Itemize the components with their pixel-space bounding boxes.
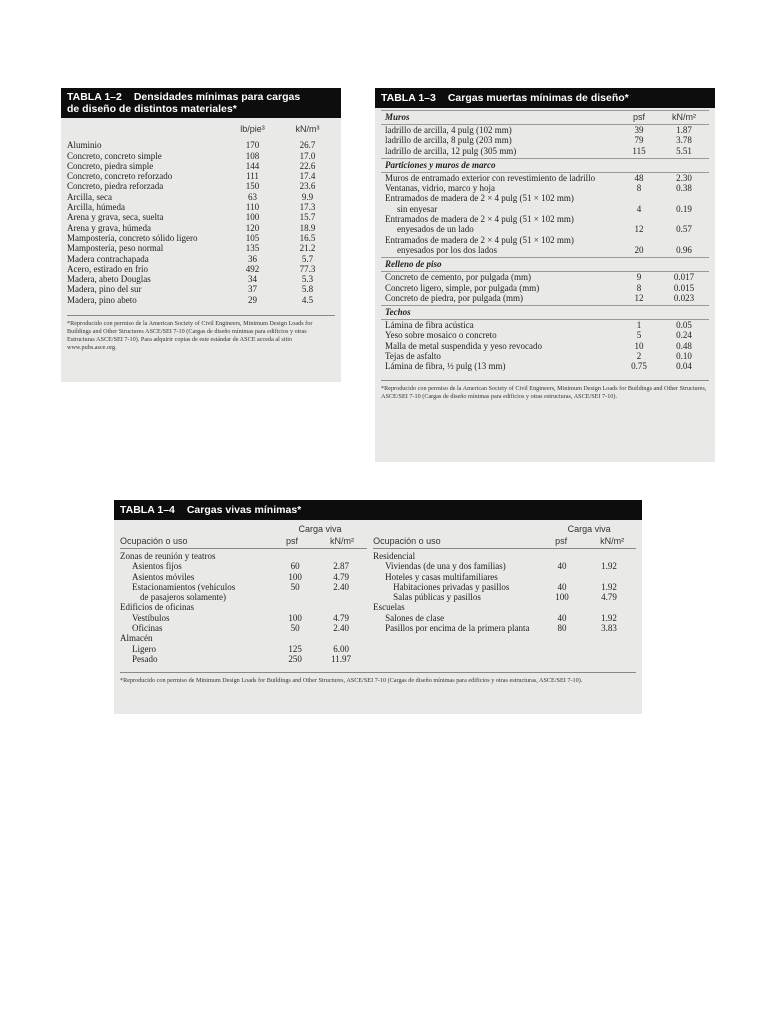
occupancy-name: Hoteles y casas multifamiliares [385,571,498,582]
table-row [373,582,636,592]
table-title: Cargas vivas mínimas* [186,504,302,516]
value-kn-m2: 0.96 [676,244,692,255]
table-row [120,654,367,664]
value-psf: 39 [634,125,644,135]
col-occupancy: Ocupación o uso [373,536,441,546]
material-name: Mampostería, peso normal [67,243,164,254]
value-kn-m2: 0.57 [676,224,692,235]
material-name: Madera contrachapada [67,253,149,264]
value-kn-m3: 17.4 [299,171,316,182]
col-kn-m2: kN/m² [330,536,354,546]
value-kn-m2: 0.04 [676,361,692,372]
value-kn-m3: 26.7 [299,140,316,151]
occupancy-name: Ligero [132,643,156,654]
value-kn-m2 [659,214,709,224]
table-row [67,202,335,212]
table-row [67,243,335,253]
column-headers [61,118,341,140]
table-row [120,561,367,571]
group-live-load: Carga viva [567,524,611,534]
value-lb-pie3: 29 [248,294,257,305]
value-psf: 40 [557,581,567,592]
item-name: Concreto ligero, simple, por pulgada (mm) [385,282,540,293]
table-row [381,125,709,135]
item-name: enyesados de un lado [397,224,474,235]
table-row [381,283,709,293]
section-title: Techos [381,305,709,320]
table-1-2-header [61,88,341,118]
table-row [67,254,335,264]
table-1-4-left [120,524,367,664]
table-row [381,320,709,330]
occupancy-name: Asientos fijos [132,561,182,572]
occupancy-name: Pasillos por encima de la primera planta [385,623,530,634]
table-row [373,592,636,602]
table-row [67,295,335,305]
value-lb-pie3: 144 [245,160,260,171]
col-kn-m3: kN/m³ [295,124,320,134]
table-1-2-footnote: *Reproducido con permiso de la American Society of Civil Engineers, Minimum Design Loads for Buildings and Other Structures ASCE/SEI 7-10 (Cargas de diseño mínimas para edificios y otras Estructuras ASCE/SEI 7-10). Para adquirir copias de este estándar de ASCE acceda al sitio www.pubs.asce.org. [67,315,335,352]
value-kn-m2 [659,193,709,203]
value-kn-m2: 1.92 [601,561,617,572]
value-psf: 12 [634,292,644,303]
material-name: Aluminio [67,140,102,151]
section-title: Relleno de piso [381,257,709,272]
table-row [120,572,367,582]
material-name: Arcilla, húmeda [67,202,125,213]
value-kn-m3: 77.3 [299,263,316,274]
value-lb-pie3: 135 [245,243,260,254]
value-psf: 8 [636,183,642,194]
value-kn-m2: 0.10 [676,351,692,362]
item-name: Entramados de madera de 2 × 4 pulg (51 × 102 mm) [385,214,574,225]
occupancy-name: Zonas de reunión y teatros [120,551,216,561]
table-row [381,204,709,214]
table-row [67,192,335,202]
item-name: Muros de entramado exterior con revestimiento de ladrillo [385,172,596,183]
occupancy-name: Habitaciones privadas y pasillos [393,581,510,592]
table-1-2 [61,88,341,382]
material-name: Madera, pino del sur [67,284,142,295]
item-name: sin enyesar [397,203,438,214]
section-title: Particiones y muros de marco [381,158,709,173]
right-rows [373,548,636,633]
value-psf [275,633,315,643]
table-title: Densidades mínimas para cargas [133,91,301,103]
value-kn-m2: 3.83 [601,623,617,634]
table-row [381,272,709,282]
value-kn-m3: 22.6 [299,160,316,171]
table-row [67,233,335,243]
value-kn-m2 [582,551,636,561]
table-row [373,602,636,612]
value-kn-m2: 0.017 [673,272,695,283]
value-kn-m2: 0.023 [673,292,695,303]
value-kn-m3: 21.2 [299,243,316,254]
item-name: Ventanas, vidrio, marco y hoja [385,183,495,194]
value-kn-m2: 1.92 [601,581,617,592]
table-row [67,181,335,191]
item-name: Lámina de fibra, ½ pulg (13 mm) [385,361,506,372]
value-psf: 5 [636,330,642,341]
item-name: Concreto de cemento, por pulgada (mm) [385,272,531,283]
occupancy-name: de pasajeros solamente) [140,592,226,603]
material-name: Madera, pino abeto [67,294,137,305]
occupancy-name: Vestíbulos [132,612,170,623]
table-1-2-body [61,140,341,305]
item-name: enyesados por los dos lados [397,244,497,255]
table-row [67,171,335,181]
value-kn-m2 [315,551,367,561]
table-1-4-footnote: *Reproducido con permiso de Minimum Design Loads for Buildings and Other Structures, ASCE/SEI 7-10 (Cargas de diseño mínimas para edificios y otras estructuras, ASCE/SEI 7-10). [120,672,636,685]
table-row [381,135,709,145]
value-kn-m2: 0.48 [676,340,692,351]
table-row [381,293,709,303]
value-lb-pie3: 170 [245,140,260,151]
table-row [381,214,709,224]
item-name: ladrillo de arcilla, 8 pulg (203 mm) [385,135,512,146]
table-row [381,351,709,361]
table-1-3-body [375,110,715,372]
value-psf: 40 [557,561,567,572]
value-kn-m3: 23.6 [299,181,316,192]
value-lb-pie3: 100 [245,212,260,223]
item-name: ladrillo de arcilla, 12 pulg (305 mm) [385,145,517,156]
table-row [381,193,709,203]
value-kn-m3: 5.3 [301,274,314,285]
occupancy-name: Escuelas [373,602,405,613]
value-psf [619,193,659,203]
value-psf: 79 [634,135,644,146]
col-kn-m2: kN/m² [600,536,625,546]
value-kn-m2: 4.79 [333,571,349,582]
occupancy-name: Asientos móviles [132,571,195,582]
table-number: TABLA 1–4 [120,504,175,516]
table-row [381,341,709,351]
value-psf [275,592,315,602]
occupancy-name: Estacionamientos (vehículos [132,581,236,592]
value-kn-m2: 0.38 [676,183,692,194]
material-name: Mampostería, concreto sólido ligero [67,232,198,243]
value-kn-m2 [659,235,709,245]
value-psf: 10 [634,340,644,351]
item-name: Entramados de madera de 2 × 4 pulg (51 × 102 mm) [385,234,574,245]
material-name: Arcilla, seca [67,191,112,202]
value-psf: 115 [632,145,646,156]
value-psf: 48 [634,172,644,183]
value-kn-m3: 5.7 [301,253,314,264]
col-psf: psf [555,536,568,546]
value-lb-pie3: 105 [245,232,260,243]
value-kn-m2 [315,592,367,602]
table-row [67,274,335,284]
material-name: Arena y grava, seca, suelta [67,212,164,223]
value-kn-m2: 2.87 [333,561,349,572]
occupancy-name: Pesado [132,653,158,664]
left-col-headers [120,524,367,548]
value-psf: 9 [636,272,642,283]
value-kn-m2: 4.79 [333,612,349,623]
value-kn-m3: 5.8 [301,284,314,295]
table-row [373,561,636,571]
value-kn-m2: 0.015 [673,282,695,293]
group-live-load: Carga viva [298,524,342,534]
section-header [381,110,709,125]
value-psf [542,572,582,582]
item-name: Malla de metal suspendida y yeso revocado [385,340,542,351]
table-row [120,644,367,654]
value-lb-pie3: 150 [245,181,260,192]
table-row [120,551,367,561]
table-1-4-header [114,500,642,520]
col-lb-pie3: lb/pie³ [240,124,265,134]
value-lb-pie3: 37 [248,284,257,295]
table-row [381,330,709,340]
material-name: Acero, estirado en frío [67,263,148,274]
table-row [120,613,367,623]
table-1-4-right [373,524,636,664]
value-lb-pie3: 34 [248,274,257,285]
item-name: Entramados de madera de 2 × 4 pulg (51 × 102 mm) [385,193,574,204]
col-psf: psf [285,536,298,546]
value-psf [542,551,582,561]
value-kn-m2: 6.00 [333,643,349,654]
table-row [120,592,367,602]
table-row [373,613,636,623]
occupancy-name: Viviendas (de una y dos familias) [385,561,506,572]
material-name: Madera, abeto Douglas [67,274,151,285]
value-psf [619,214,659,224]
table-row [373,572,636,582]
material-name: Arena y grava, húmeda [67,222,151,233]
value-kn-m2: 1.92 [601,612,617,623]
material-name: Concreto, piedra reforzada [67,181,164,192]
value-kn-m3: 18.9 [299,222,316,233]
value-psf: 80 [557,623,567,634]
value-kn-m2: 0.05 [676,320,692,331]
value-kn-m2 [582,602,636,612]
table-1-3-header [375,88,715,108]
value-psf: 8 [636,282,642,293]
value-lb-pie3: 36 [248,253,257,264]
value-psf: 60 [290,561,300,572]
value-kn-m3: 4.5 [301,294,314,305]
table-row [67,151,335,161]
table-number: TABLA 1–2 [67,91,122,103]
table-1-4-columns [114,520,642,664]
value-lb-pie3: 108 [245,150,260,161]
table-row [120,602,367,612]
table-row [67,140,335,150]
value-kn-m2 [582,572,636,582]
col-psf: psf [632,112,645,122]
material-name: Concreto, piedra simple [67,160,154,171]
occupancy-name: Almacén [120,633,153,644]
table-row [120,623,367,633]
table-row [67,264,335,274]
occupancy-name: Oficinas [132,623,163,634]
value-kn-m3: 17.3 [299,202,316,213]
table-row [381,224,709,234]
occupancy-name: Salas públicas y pasillos [393,592,481,603]
table-row [120,633,367,643]
value-psf [275,602,315,612]
table-1-4 [114,500,642,714]
table-row [381,235,709,245]
value-psf: 100 [288,612,302,623]
occupancy-name: Edificios de oficinas [120,602,194,613]
table-row [67,284,335,294]
value-psf [275,551,315,561]
table-title-line2: de diseño de distintos materiales* [67,103,237,115]
table-row [373,551,636,561]
value-kn-m3: 17.0 [299,150,316,161]
col-occupancy: Ocupación o uso [120,536,188,546]
value-psf: 0.75 [631,361,647,372]
table-row [381,183,709,193]
value-lb-pie3: 110 [245,202,260,213]
table-row [381,146,709,156]
value-psf: 100 [555,592,569,603]
section-title: Muros [385,112,410,122]
table-1-3 [375,88,715,462]
table-row [67,212,335,222]
value-psf: 4 [636,203,642,214]
material-name: Concreto, concreto simple [67,150,162,161]
value-psf [542,602,582,612]
value-kn-m2: 2.40 [333,623,349,634]
value-kn-m2: 5.51 [676,145,692,156]
value-psf: 12 [634,224,644,235]
right-col-headers [373,524,636,548]
table-1-3-footnote: *Reproducido con permiso de la American Society of Civil Engineers, Minimum Design Loads for Buildings and Other Structures, ASCE/SEI 7-10 (Cargas de diseño mínimas para edificios y otras estructuras, ASCE/SEI 7-10). [381,380,709,401]
value-psf: 250 [288,653,302,664]
col-kn-m2: kN/m² [672,112,696,122]
value-kn-m2 [315,602,367,612]
value-psf: 40 [557,612,567,623]
occupancy-name: Residencial [373,551,416,561]
value-kn-m3: 9.9 [301,191,314,202]
value-lb-pie3: 63 [248,191,257,202]
value-kn-m3: 16.5 [299,232,316,243]
table-row [381,173,709,183]
item-name: Concreto de piedra, por pulgada (mm) [385,292,523,303]
value-kn-m2: 2.40 [333,581,349,592]
left-rows [120,548,367,664]
value-psf: 2 [636,351,642,362]
value-psf: 20 [634,244,644,255]
value-kn-m2: 3.78 [676,135,692,146]
value-lb-pie3: 111 [246,171,259,182]
item-name: Yeso sobre mosaico o concreto [385,330,497,341]
value-lb-pie3: 492 [245,263,260,274]
value-kn-m2: 0.24 [676,330,692,341]
material-name: Concreto, concreto reforzado [67,171,173,182]
value-psf: 1 [636,320,642,331]
occupancy-name: Salones de clase [385,612,445,623]
table-row [381,245,709,255]
value-kn-m2: 1.87 [676,125,692,135]
value-psf [619,235,659,245]
value-kn-m3: 15.7 [299,212,316,223]
value-kn-m2: 4.79 [601,592,617,603]
table-row [373,623,636,633]
value-kn-m2: 2.30 [676,172,692,183]
table-row [67,223,335,233]
value-lb-pie3: 120 [245,222,260,233]
table-row [381,361,709,371]
item-name: Tejas de asfalto [385,351,441,362]
table-row [67,161,335,171]
table-number: TABLA 1–3 [381,92,436,104]
value-kn-m2: 11.97 [331,653,352,664]
item-name: ladrillo de arcilla, 4 pulg (102 mm) [385,125,512,135]
value-psf: 50 [290,581,300,592]
value-psf: 50 [290,623,300,634]
item-name: Lámina de fibra acústica [385,320,474,331]
table-title: Cargas muertas mínimas de diseño* [447,92,629,104]
value-kn-m2: 0.19 [676,203,692,214]
value-kn-m2 [315,633,367,643]
table-row [120,582,367,592]
value-psf: 100 [288,571,302,582]
value-psf: 125 [288,643,302,654]
